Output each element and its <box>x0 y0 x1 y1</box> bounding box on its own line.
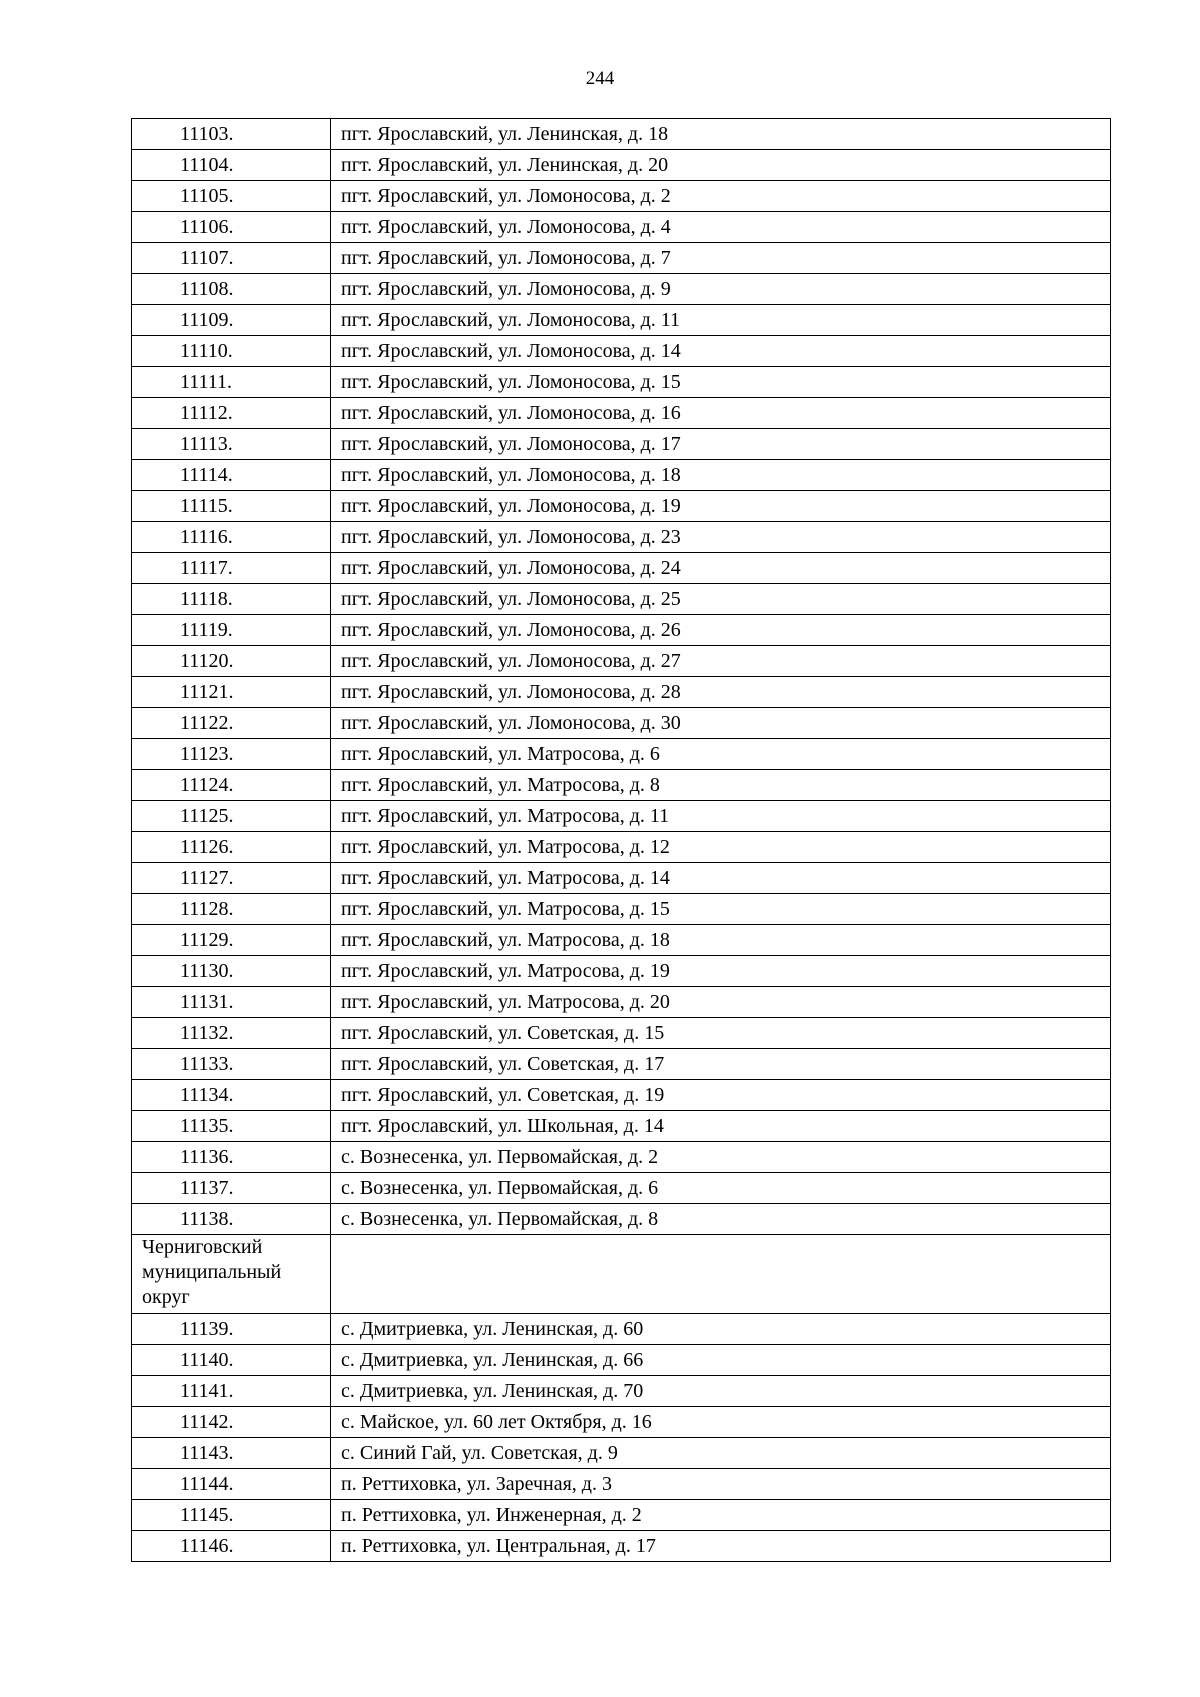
table-row <box>132 1407 1111 1438</box>
row-number: 11107. <box>132 243 331 274</box>
row-number: 11126. <box>132 832 331 863</box>
table-row <box>132 1345 1111 1376</box>
table-row <box>132 770 1111 801</box>
row-number: 11146. <box>132 1531 331 1562</box>
row-number: 11121. <box>132 677 331 708</box>
table-row <box>132 677 1111 708</box>
row-number: 11132. <box>132 1018 331 1049</box>
row-number: 11118. <box>132 584 331 615</box>
section-empty-cell <box>331 1235 1111 1314</box>
row-number: 11116. <box>132 522 331 553</box>
row-address: пгт. Ярославский, ул. Ломоносова, д. 15 <box>331 367 1111 398</box>
table-row <box>132 1080 1111 1111</box>
row-address: п. Реттиховка, ул. Инженерная, д. 2 <box>331 1500 1111 1531</box>
table-row <box>132 894 1111 925</box>
row-address: пгт. Ярославский, ул. Матросова, д. 15 <box>331 894 1111 925</box>
table-row <box>132 956 1111 987</box>
row-address: пгт. Ярославский, ул. Ломоносова, д. 23 <box>331 522 1111 553</box>
row-number: 11112. <box>132 398 331 429</box>
row-address: пгт. Ярославский, ул. Ломоносова, д. 7 <box>331 243 1111 274</box>
row-address: п. Реттиховка, ул. Центральная, д. 17 <box>331 1531 1111 1562</box>
table-row <box>132 460 1111 491</box>
row-number: 11124. <box>132 770 331 801</box>
row-address: с. Майское, ул. 60 лет Октября, д. 16 <box>331 1407 1111 1438</box>
row-address: пгт. Ярославский, ул. Матросова, д. 8 <box>331 770 1111 801</box>
table-row <box>132 553 1111 584</box>
row-address: с. Вознесенка, ул. Первомайская, д. 8 <box>331 1204 1111 1235</box>
table-row <box>132 367 1111 398</box>
row-address: пгт. Ярославский, ул. Матросова, д. 19 <box>331 956 1111 987</box>
row-address: с. Дмитриевка, ул. Ленинская, д. 60 <box>331 1314 1111 1345</box>
table-row <box>132 181 1111 212</box>
row-address: пгт. Ярославский, ул. Ленинская, д. 20 <box>331 150 1111 181</box>
address-table <box>131 118 1111 1562</box>
row-number: 11104. <box>132 150 331 181</box>
row-number: 11114. <box>132 460 331 491</box>
table-row <box>132 1469 1111 1500</box>
table-row <box>132 150 1111 181</box>
row-number: 11120. <box>132 646 331 677</box>
row-address: пгт. Ярославский, ул. Ломоносова, д. 19 <box>331 491 1111 522</box>
row-number: 11134. <box>132 1080 331 1111</box>
row-address: пгт. Ярославский, ул. Матросова, д. 12 <box>331 832 1111 863</box>
row-address: пгт. Ярославский, ул. Матросова, д. 20 <box>331 987 1111 1018</box>
row-number: 11141. <box>132 1376 331 1407</box>
table-row <box>132 1531 1111 1562</box>
table-row <box>132 1500 1111 1531</box>
table-row <box>132 1142 1111 1173</box>
table-row <box>132 243 1111 274</box>
row-address: пгт. Ярославский, ул. Ломоносова, д. 2 <box>331 181 1111 212</box>
row-address: пгт. Ярославский, ул. Школьная, д. 14 <box>331 1111 1111 1142</box>
table-row <box>132 274 1111 305</box>
row-number: 11130. <box>132 956 331 987</box>
row-address: пгт. Ярославский, ул. Ломоносова, д. 14 <box>331 336 1111 367</box>
row-number: 11110. <box>132 336 331 367</box>
table-row <box>132 398 1111 429</box>
table-row <box>132 491 1111 522</box>
section-name: Черниговский муниципальный округ <box>132 1235 331 1314</box>
row-address: п. Реттиховка, ул. Заречная, д. 3 <box>331 1469 1111 1500</box>
row-address: пгт. Ярославский, ул. Матросова, д. 6 <box>331 739 1111 770</box>
row-number: 11127. <box>132 863 331 894</box>
row-address: пгт. Ярославский, ул. Советская, д. 15 <box>331 1018 1111 1049</box>
table-row <box>132 708 1111 739</box>
row-number: 11135. <box>132 1111 331 1142</box>
row-number: 11145. <box>132 1500 331 1531</box>
row-number: 11129. <box>132 925 331 956</box>
table-row <box>132 1204 1111 1235</box>
row-address: пгт. Ярославский, ул. Ломоносова, д. 25 <box>331 584 1111 615</box>
table-row <box>132 305 1111 336</box>
table-row <box>132 801 1111 832</box>
table-row <box>132 212 1111 243</box>
table-row <box>132 336 1111 367</box>
row-number: 11119. <box>132 615 331 646</box>
row-address: пгт. Ярославский, ул. Ленинская, д. 18 <box>331 119 1111 150</box>
row-number: 11113. <box>132 429 331 460</box>
page-number: 244 <box>585 68 615 89</box>
table-row <box>132 646 1111 677</box>
row-number: 11109. <box>132 305 331 336</box>
row-address: пгт. Ярославский, ул. Матросова, д. 18 <box>331 925 1111 956</box>
table-row <box>132 1049 1111 1080</box>
table-row <box>132 522 1111 553</box>
table-row <box>132 987 1111 1018</box>
table-row <box>132 1314 1111 1345</box>
row-number: 11139. <box>132 1314 331 1345</box>
row-number: 11115. <box>132 491 331 522</box>
table-row <box>132 1438 1111 1469</box>
row-address: с. Синий Гай, ул. Советская, д. 9 <box>331 1438 1111 1469</box>
table-row <box>132 119 1111 150</box>
address-table-body <box>132 119 1111 1562</box>
row-number: 11103. <box>132 119 331 150</box>
row-address: пгт. Ярославский, ул. Советская, д. 19 <box>331 1080 1111 1111</box>
row-number: 11142. <box>132 1407 331 1438</box>
row-number: 11136. <box>132 1142 331 1173</box>
row-number: 11125. <box>132 801 331 832</box>
row-number: 11123. <box>132 739 331 770</box>
row-address: с. Дмитриевка, ул. Ленинская, д. 70 <box>331 1376 1111 1407</box>
row-address: пгт. Ярославский, ул. Советская, д. 17 <box>331 1049 1111 1080</box>
row-number: 11133. <box>132 1049 331 1080</box>
row-address: пгт. Ярославский, ул. Ломоносова, д. 27 <box>331 646 1111 677</box>
row-address: пгт. Ярославский, ул. Ломоносова, д. 30 <box>331 708 1111 739</box>
table-row <box>132 615 1111 646</box>
row-number: 11140. <box>132 1345 331 1376</box>
row-address: пгт. Ярославский, ул. Ломоносова, д. 16 <box>331 398 1111 429</box>
table-row <box>132 863 1111 894</box>
row-address: пгт. Ярославский, ул. Ломоносова, д. 24 <box>331 553 1111 584</box>
row-address: с. Дмитриевка, ул. Ленинская, д. 66 <box>331 1345 1111 1376</box>
row-address: пгт. Ярославский, ул. Матросова, д. 11 <box>331 801 1111 832</box>
row-number: 11117. <box>132 553 331 584</box>
row-address: с. Вознесенка, ул. Первомайская, д. 2 <box>331 1142 1111 1173</box>
section-row <box>132 1235 1111 1314</box>
row-number: 11137. <box>132 1173 331 1204</box>
row-address: пгт. Ярославский, ул. Ломоносова, д. 11 <box>331 305 1111 336</box>
row-address: пгт. Ярославский, ул. Ломоносова, д. 9 <box>331 274 1111 305</box>
row-address: с. Вознесенка, ул. Первомайская, д. 6 <box>331 1173 1111 1204</box>
row-address: пгт. Ярославский, ул. Ломоносова, д. 18 <box>331 460 1111 491</box>
table-row <box>132 1376 1111 1407</box>
table-row <box>132 739 1111 770</box>
table-row <box>132 584 1111 615</box>
table-row <box>132 1111 1111 1142</box>
row-number: 11105. <box>132 181 331 212</box>
table-row <box>132 1173 1111 1204</box>
row-address: пгт. Ярославский, ул. Ломоносова, д. 4 <box>331 212 1111 243</box>
row-address: пгт. Ярославский, ул. Ломоносова, д. 17 <box>331 429 1111 460</box>
table-row <box>132 429 1111 460</box>
row-number: 11108. <box>132 274 331 305</box>
table-row <box>132 1018 1111 1049</box>
row-number: 11111. <box>132 367 331 398</box>
row-number: 11143. <box>132 1438 331 1469</box>
row-number: 11128. <box>132 894 331 925</box>
table-row <box>132 925 1111 956</box>
row-address: пгт. Ярославский, ул. Матросова, д. 14 <box>331 863 1111 894</box>
row-address: пгт. Ярославский, ул. Ломоносова, д. 26 <box>331 615 1111 646</box>
row-number: 11131. <box>132 987 331 1018</box>
table-row <box>132 832 1111 863</box>
row-number: 11122. <box>132 708 331 739</box>
row-number: 11106. <box>132 212 331 243</box>
row-number: 11144. <box>132 1469 331 1500</box>
row-number: 11138. <box>132 1204 331 1235</box>
row-address: пгт. Ярославский, ул. Ломоносова, д. 28 <box>331 677 1111 708</box>
